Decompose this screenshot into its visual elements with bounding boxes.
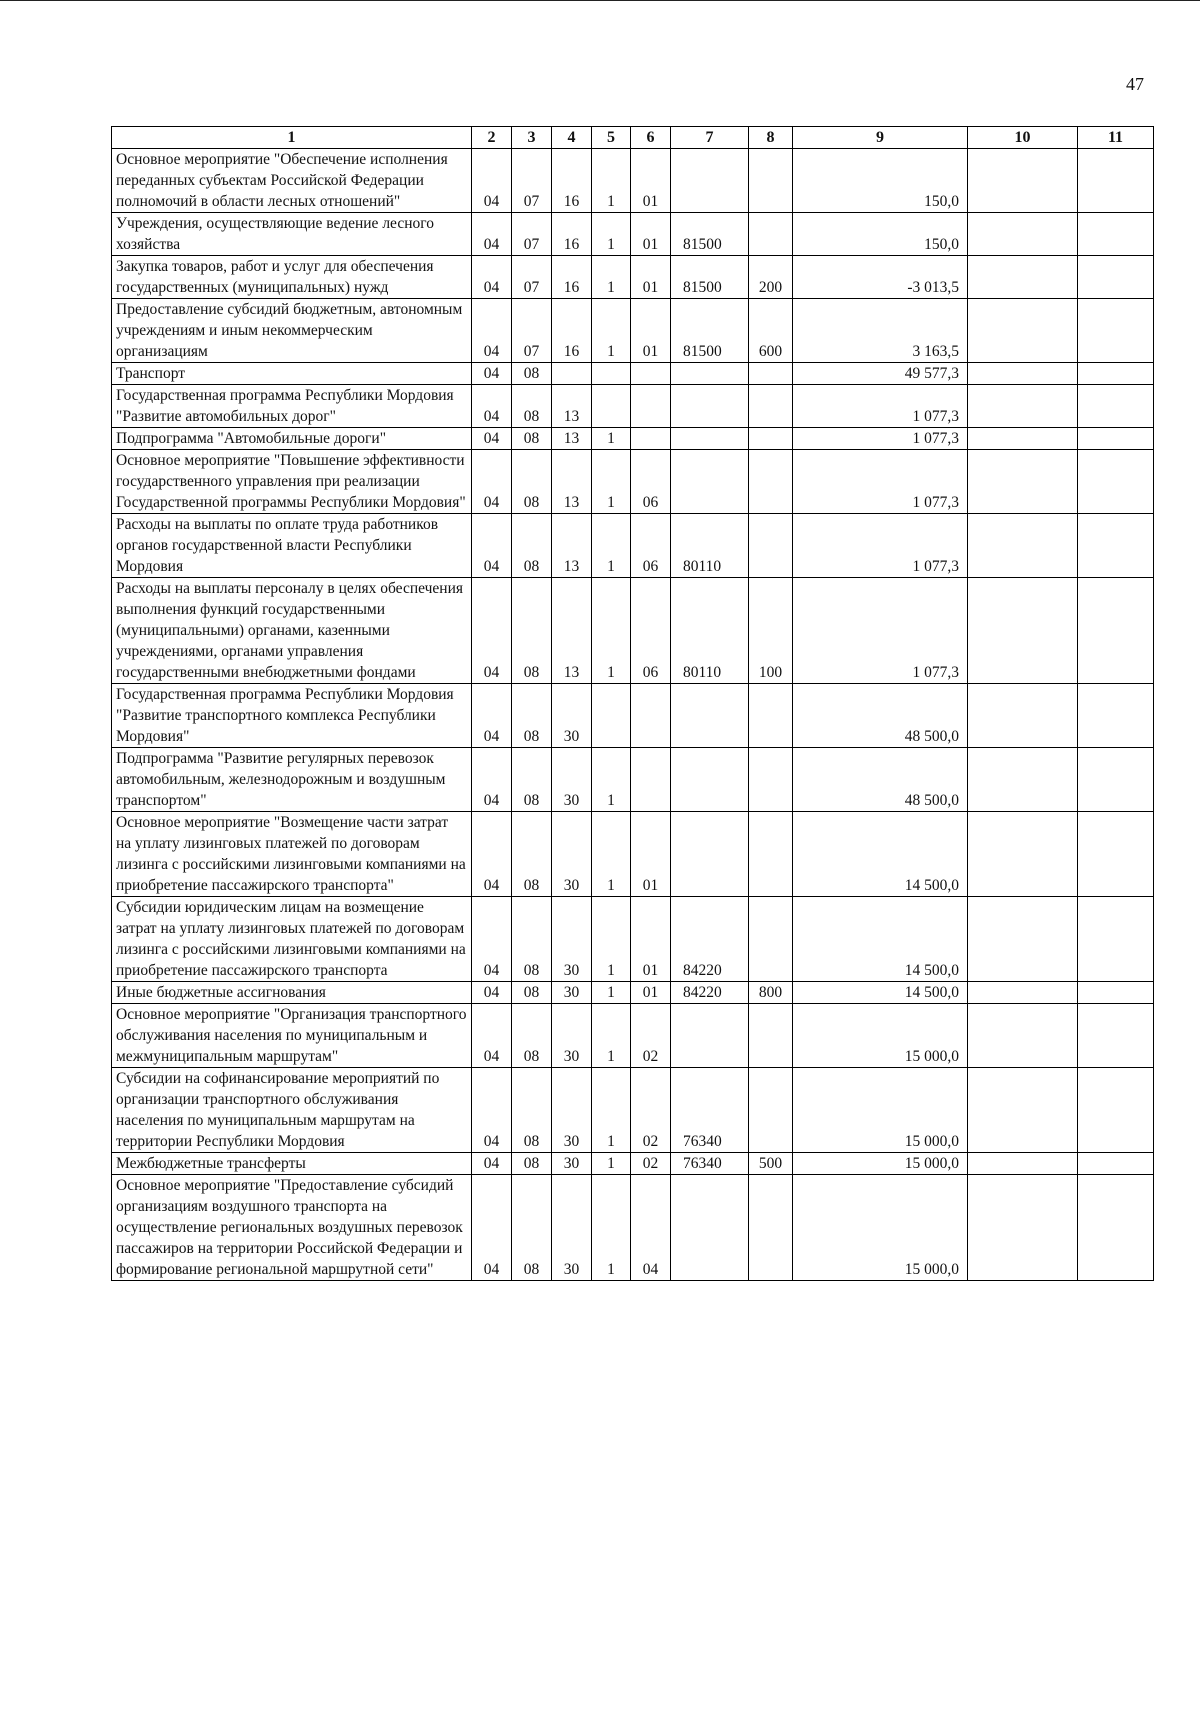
column-header-4: 4 <box>552 127 592 149</box>
table-row <box>112 1068 1154 1153</box>
amount-cell: 3 163,5 <box>793 299 968 363</box>
program-cell: 30 <box>552 812 592 897</box>
program-cell: 30 <box>552 684 592 748</box>
expense-type-cell <box>749 812 793 897</box>
direction-cell <box>671 748 749 812</box>
section-cell: 04 <box>472 578 512 684</box>
subprogram-cell: 1 <box>592 578 631 684</box>
subsection-cell: 08 <box>512 982 552 1004</box>
main-activity-cell: 01 <box>631 812 671 897</box>
section-cell: 04 <box>472 385 512 428</box>
top-border-line <box>0 0 1200 1</box>
item-name-cell: Основное мероприятие "Организация транспортного обслуживания населения по муниципальным и межмуниципальным маршрутам" <box>112 1004 472 1068</box>
table-row <box>112 1004 1154 1068</box>
column-11-cell <box>1078 213 1154 256</box>
section-cell: 04 <box>472 897 512 982</box>
column-11-cell <box>1078 428 1154 450</box>
subsection-cell: 08 <box>512 450 552 514</box>
expense-type-cell <box>749 684 793 748</box>
amount-cell: 48 500,0 <box>793 748 968 812</box>
subsection-cell: 08 <box>512 812 552 897</box>
table-row <box>112 428 1154 450</box>
main-activity-cell <box>631 684 671 748</box>
column-11-cell <box>1078 363 1154 385</box>
direction-cell: 81500 <box>671 213 749 256</box>
subsection-cell: 07 <box>512 256 552 299</box>
direction-cell <box>671 812 749 897</box>
subprogram-cell: 1 <box>592 299 631 363</box>
program-cell: 16 <box>552 213 592 256</box>
subprogram-cell: 1 <box>592 897 631 982</box>
column-header-9: 9 <box>793 127 968 149</box>
main-activity-cell <box>631 428 671 450</box>
column-10-cell <box>968 299 1078 363</box>
item-name-cell: Предоставление субсидий бюджетным, автономным учреждениям и иным некоммерческим организациям <box>112 299 472 363</box>
expense-type-cell: 200 <box>749 256 793 299</box>
amount-cell: 150,0 <box>793 149 968 213</box>
section-cell: 04 <box>472 1068 512 1153</box>
item-name-cell: Субсидии юридическим лицам на возмещение затрат на уплату лизинговых платежей по договорам лизинга с российскими лизинговыми компаниями на приобретение пассажирского транспорта <box>112 897 472 982</box>
column-11-cell <box>1078 450 1154 514</box>
table-row <box>112 385 1154 428</box>
item-name-cell: Основное мероприятие "Повышение эффективности государственного управления при реализации Государственной программы Республики Мордовия" <box>112 450 472 514</box>
column-header-7: 7 <box>671 127 749 149</box>
expense-type-cell <box>749 748 793 812</box>
column-header-5: 5 <box>592 127 631 149</box>
expense-type-cell <box>749 1004 793 1068</box>
column-11-cell <box>1078 812 1154 897</box>
subprogram-cell <box>592 363 631 385</box>
column-11-cell <box>1078 897 1154 982</box>
section-cell: 04 <box>472 748 512 812</box>
subsection-cell: 08 <box>512 748 552 812</box>
subprogram-cell: 1 <box>592 1004 631 1068</box>
column-header-2: 2 <box>472 127 512 149</box>
table-row <box>112 514 1154 578</box>
column-header-3: 3 <box>512 127 552 149</box>
main-activity-cell: 01 <box>631 213 671 256</box>
section-cell: 04 <box>472 1153 512 1175</box>
column-10-cell <box>968 514 1078 578</box>
section-cell: 04 <box>472 514 512 578</box>
column-10-cell <box>968 1175 1078 1281</box>
section-cell: 04 <box>472 256 512 299</box>
column-11-cell <box>1078 1068 1154 1153</box>
subprogram-cell: 1 <box>592 1175 631 1281</box>
item-name-cell: Подпрограмма "Развитие регулярных перевозок автомобильным, железнодорожным и воздушным транспортом" <box>112 748 472 812</box>
subsection-cell: 07 <box>512 149 552 213</box>
item-name-cell: Иные бюджетные ассигнования <box>112 982 472 1004</box>
item-name-cell: Расходы на выплаты персоналу в целях обеспечения выполнения функций государственными (муниципальными) органами, казенными учреждениями, органами управления государственными внебюджетными фондами <box>112 578 472 684</box>
section-cell: 04 <box>472 684 512 748</box>
expense-type-cell <box>749 363 793 385</box>
item-name-cell: Субсидии на софинансирование мероприятий по организации транспортного обслуживания населения по муниципальным маршрутам на территории Республики Мордовия <box>112 1068 472 1153</box>
table-row <box>112 213 1154 256</box>
column-10-cell <box>968 428 1078 450</box>
subsection-cell: 08 <box>512 1004 552 1068</box>
table-row <box>112 748 1154 812</box>
direction-cell: 76340 <box>671 1153 749 1175</box>
main-activity-cell: 06 <box>631 578 671 684</box>
item-name-cell: Учреждения, осуществляющие ведение лесного хозяйства <box>112 213 472 256</box>
column-11-cell <box>1078 149 1154 213</box>
budget-table <box>111 126 1154 1281</box>
subprogram-cell <box>592 385 631 428</box>
subprogram-cell: 1 <box>592 149 631 213</box>
column-11-cell <box>1078 982 1154 1004</box>
direction-cell <box>671 149 749 213</box>
table-row <box>112 363 1154 385</box>
direction-cell: 81500 <box>671 299 749 363</box>
expense-type-cell: 100 <box>749 578 793 684</box>
expense-type-cell: 800 <box>749 982 793 1004</box>
amount-cell: 14 500,0 <box>793 982 968 1004</box>
subprogram-cell: 1 <box>592 213 631 256</box>
program-cell: 16 <box>552 256 592 299</box>
subsection-cell: 08 <box>512 897 552 982</box>
subsection-cell: 08 <box>512 363 552 385</box>
main-activity-cell <box>631 748 671 812</box>
program-cell: 13 <box>552 514 592 578</box>
table-row <box>112 450 1154 514</box>
item-name-cell: Закупка товаров, работ и услуг для обеспечения государственных (муниципальных) нужд <box>112 256 472 299</box>
expense-type-cell <box>749 385 793 428</box>
header-row <box>112 127 1154 149</box>
subsection-cell: 08 <box>512 1175 552 1281</box>
column-10-cell <box>968 450 1078 514</box>
main-activity-cell: 01 <box>631 982 671 1004</box>
item-name-cell: Государственная программа Республики Мордовия "Развитие транспортного комплекса Республики Мордовия" <box>112 684 472 748</box>
direction-cell: 84220 <box>671 982 749 1004</box>
direction-cell: 81500 <box>671 256 749 299</box>
expense-type-cell <box>749 1068 793 1153</box>
section-cell: 04 <box>472 982 512 1004</box>
item-name-cell: Основное мероприятие "Предоставление субсидий организациям воздушного транспорта на осуществление региональных воздушных перевозок пассажиров на территории Российской Федерации и формирование региональной маршрутной сети" <box>112 1175 472 1281</box>
amount-cell: 15 000,0 <box>793 1153 968 1175</box>
table-row <box>112 578 1154 684</box>
direction-cell <box>671 428 749 450</box>
subprogram-cell: 1 <box>592 450 631 514</box>
program-cell: 30 <box>552 982 592 1004</box>
section-cell: 04 <box>472 450 512 514</box>
main-activity-cell: 02 <box>631 1068 671 1153</box>
amount-cell: 15 000,0 <box>793 1175 968 1281</box>
expense-type-cell <box>749 149 793 213</box>
program-cell: 13 <box>552 428 592 450</box>
section-cell: 04 <box>472 363 512 385</box>
table-row <box>112 1153 1154 1175</box>
main-activity-cell: 01 <box>631 897 671 982</box>
program-cell: 13 <box>552 450 592 514</box>
expense-type-cell <box>749 428 793 450</box>
item-name-cell: Основное мероприятие "Обеспечение исполнения переданных субъектам Российской Федерации полномочий в области лесных отношений" <box>112 149 472 213</box>
column-header-6: 6 <box>631 127 671 149</box>
column-10-cell <box>968 213 1078 256</box>
main-activity-cell: 02 <box>631 1004 671 1068</box>
table-row <box>112 299 1154 363</box>
expense-type-cell: 500 <box>749 1153 793 1175</box>
amount-cell: 150,0 <box>793 213 968 256</box>
direction-cell <box>671 1175 749 1281</box>
column-10-cell <box>968 1004 1078 1068</box>
item-name-cell: Государственная программа Республики Мордовия "Развитие автомобильных дорог" <box>112 385 472 428</box>
section-cell: 04 <box>472 1175 512 1281</box>
amount-cell: 14 500,0 <box>793 812 968 897</box>
column-10-cell <box>968 1068 1078 1153</box>
column-10-cell <box>968 385 1078 428</box>
direction-cell <box>671 363 749 385</box>
direction-cell: 76340 <box>671 1068 749 1153</box>
table-row <box>112 684 1154 748</box>
main-activity-cell: 02 <box>631 1153 671 1175</box>
column-10-cell <box>968 578 1078 684</box>
column-11-cell <box>1078 748 1154 812</box>
subprogram-cell: 1 <box>592 748 631 812</box>
column-11-cell <box>1078 1175 1154 1281</box>
column-11-cell <box>1078 1004 1154 1068</box>
column-11-cell <box>1078 514 1154 578</box>
subsection-cell: 08 <box>512 684 552 748</box>
program-cell: 30 <box>552 897 592 982</box>
subprogram-cell: 1 <box>592 256 631 299</box>
item-name-cell: Расходы на выплаты по оплате труда работников органов государственной власти Республики Мордовия <box>112 514 472 578</box>
program-cell: 30 <box>552 748 592 812</box>
subsection-cell: 08 <box>512 1068 552 1153</box>
item-name-cell: Подпрограмма "Автомобильные дороги" <box>112 428 472 450</box>
table-row <box>112 256 1154 299</box>
direction-cell <box>671 450 749 514</box>
section-cell: 04 <box>472 213 512 256</box>
amount-cell: 15 000,0 <box>793 1068 968 1153</box>
section-cell: 04 <box>472 428 512 450</box>
amount-cell: 1 077,3 <box>793 385 968 428</box>
column-10-cell <box>968 256 1078 299</box>
section-cell: 04 <box>472 149 512 213</box>
main-activity-cell: 06 <box>631 514 671 578</box>
main-activity-cell: 04 <box>631 1175 671 1281</box>
column-10-cell <box>968 897 1078 982</box>
column-11-cell <box>1078 256 1154 299</box>
expense-type-cell: 600 <box>749 299 793 363</box>
direction-cell <box>671 385 749 428</box>
main-activity-cell: 01 <box>631 256 671 299</box>
column-11-cell <box>1078 578 1154 684</box>
subsection-cell: 08 <box>512 514 552 578</box>
item-name-cell: Межбюджетные трансферты <box>112 1153 472 1175</box>
direction-cell: 84220 <box>671 897 749 982</box>
expense-type-cell <box>749 1175 793 1281</box>
expense-type-cell <box>749 897 793 982</box>
subprogram-cell: 1 <box>592 812 631 897</box>
amount-cell: 49 577,3 <box>793 363 968 385</box>
expense-type-cell <box>749 213 793 256</box>
subsection-cell: 08 <box>512 428 552 450</box>
subsection-cell: 07 <box>512 299 552 363</box>
amount-cell: 1 077,3 <box>793 514 968 578</box>
amount-cell: 1 077,3 <box>793 428 968 450</box>
subprogram-cell: 1 <box>592 1068 631 1153</box>
column-11-cell <box>1078 684 1154 748</box>
table-row <box>112 897 1154 982</box>
table-row <box>112 1175 1154 1281</box>
program-cell: 13 <box>552 578 592 684</box>
column-11-cell <box>1078 385 1154 428</box>
column-10-cell <box>968 982 1078 1004</box>
direction-cell: 80110 <box>671 514 749 578</box>
subsection-cell: 08 <box>512 578 552 684</box>
column-header-8: 8 <box>749 127 793 149</box>
main-activity-cell <box>631 385 671 428</box>
column-10-cell <box>968 684 1078 748</box>
table-body <box>112 149 1154 1281</box>
amount-cell: 1 077,3 <box>793 450 968 514</box>
column-10-cell <box>968 812 1078 897</box>
main-activity-cell <box>631 363 671 385</box>
program-cell: 16 <box>552 299 592 363</box>
program-cell <box>552 363 592 385</box>
main-activity-cell: 06 <box>631 450 671 514</box>
expense-type-cell <box>749 450 793 514</box>
program-cell: 16 <box>552 149 592 213</box>
subprogram-cell: 1 <box>592 982 631 1004</box>
page-number: 47 <box>1126 74 1144 94</box>
subprogram-cell: 1 <box>592 428 631 450</box>
table-row <box>112 149 1154 213</box>
program-cell: 30 <box>552 1153 592 1175</box>
amount-cell: 1 077,3 <box>793 578 968 684</box>
column-11-cell <box>1078 299 1154 363</box>
column-header-1: 1 <box>112 127 472 149</box>
amount-cell: 48 500,0 <box>793 684 968 748</box>
column-10-cell <box>968 748 1078 812</box>
direction-cell <box>671 684 749 748</box>
program-cell: 13 <box>552 385 592 428</box>
subsection-cell: 08 <box>512 1153 552 1175</box>
subprogram-cell <box>592 684 631 748</box>
column-header-10: 10 <box>968 127 1078 149</box>
column-header-11: 11 <box>1078 127 1154 149</box>
subprogram-cell: 1 <box>592 514 631 578</box>
section-cell: 04 <box>472 1004 512 1068</box>
program-cell: 30 <box>552 1175 592 1281</box>
column-10-cell <box>968 1153 1078 1175</box>
direction-cell: 80110 <box>671 578 749 684</box>
program-cell: 30 <box>552 1068 592 1153</box>
program-cell: 30 <box>552 1004 592 1068</box>
amount-cell: -3 013,5 <box>793 256 968 299</box>
amount-cell: 14 500,0 <box>793 897 968 982</box>
subprogram-cell: 1 <box>592 1153 631 1175</box>
item-name-cell: Основное мероприятие "Возмещение части затрат на уплату лизинговых платежей по договорам лизинга с российскими лизинговыми компаниями на приобретение пассажирского транспорта" <box>112 812 472 897</box>
subsection-cell: 07 <box>512 213 552 256</box>
section-cell: 04 <box>472 299 512 363</box>
column-10-cell <box>968 149 1078 213</box>
table-row <box>112 812 1154 897</box>
expense-type-cell <box>749 514 793 578</box>
column-10-cell <box>968 363 1078 385</box>
main-activity-cell: 01 <box>631 149 671 213</box>
section-cell: 04 <box>472 812 512 897</box>
direction-cell <box>671 1004 749 1068</box>
column-11-cell <box>1078 1153 1154 1175</box>
main-activity-cell: 01 <box>631 299 671 363</box>
amount-cell: 15 000,0 <box>793 1004 968 1068</box>
item-name-cell: Транспорт <box>112 363 472 385</box>
table-row <box>112 982 1154 1004</box>
subsection-cell: 08 <box>512 385 552 428</box>
